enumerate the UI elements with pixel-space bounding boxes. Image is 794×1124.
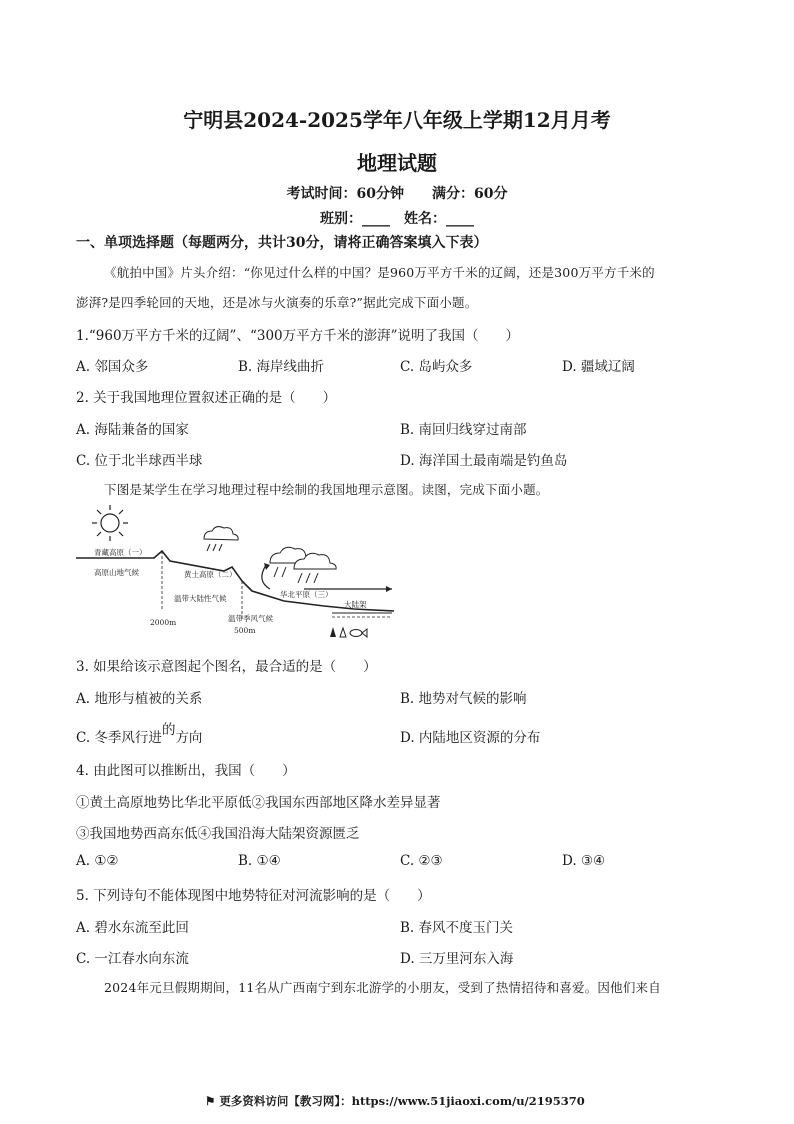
- label-north-china-plain: 华北平原（三）: [280, 590, 333, 599]
- q5-option-c: C. 一江春水向东流: [76, 951, 189, 967]
- q3-stem: 3. 如果给该示意图起个图名，最合适的是（ ）: [76, 659, 377, 675]
- class-name-line: 班别：____ 姓名：____: [320, 211, 474, 227]
- q3-option-a: A. 地形与植被的关系: [76, 691, 203, 707]
- q5-option-d: D. 三万里河东入海: [400, 951, 514, 967]
- label-continental-shelf: 大陆架: [344, 600, 367, 609]
- q5-option-a: A. 碧水东流至此回: [76, 920, 189, 936]
- label-2000m: 2000m: [150, 618, 177, 627]
- q1-option-a: A. 邻国众多: [76, 359, 149, 375]
- q4-line-1: ①黄土高原地势比华北平原低②我国东西部地区降水差异显著: [76, 795, 441, 811]
- figure-intro: 下图是某学生在学习地理过程中绘制的我国地理示意图。读图，完成下面小题。: [104, 482, 549, 497]
- q3-option-c-pre: C. 冬季风行进: [76, 730, 162, 746]
- q5-stem: 5. 下列诗句不能体现图中地势特征对河流影响的是（ ）: [76, 888, 431, 904]
- label-500m: 500m: [234, 626, 256, 635]
- exam-title: 宁明县2024-2025学年八年级上学期12月月考: [183, 108, 611, 132]
- bell-icon: [340, 628, 346, 637]
- q3-option-c-post: 方向: [175, 730, 203, 746]
- fish-icon: [350, 629, 367, 637]
- q4-option-b: B. ①④: [238, 853, 281, 869]
- q2-option-a: A. 海陆兼备的国家: [76, 422, 189, 438]
- q1-option-b: B. 海岸线曲折: [238, 359, 325, 375]
- label-monsoon-climate: 温带季风气候: [228, 614, 273, 623]
- q3-option-c-sup: 的: [161, 722, 176, 738]
- q2-option-d: D. 海洋国土最南端是钓鱼岛: [400, 453, 568, 469]
- q4-option-c: C. ②③: [400, 853, 443, 869]
- label-plateau-climate: 高原山地气候: [94, 568, 139, 577]
- q1-stem: 1.“960万平方千米的辽阔”、“300万平方千米的澎湃”说明了我国（ ）: [76, 328, 520, 344]
- q4-line-2: ③我国地势西高东低④我国沿海大陆架资源匮乏: [76, 826, 360, 842]
- q2-option-c: C. 位于北半球西半球: [76, 453, 203, 469]
- q5-option-b: B. 春风不度玉门关: [400, 920, 514, 936]
- q3-option-c: [76, 722, 203, 746]
- last-paragraph: 2024年元旦假期期间，11名从广西南宁到东北游学的小朋友，受到了热情招待和喜爱。因他们来自: [104, 980, 661, 995]
- q2-stem: 2. 关于我国地理位置叙述正确的是（ ）: [76, 390, 337, 406]
- rain-cloud-icon: [270, 547, 336, 583]
- q4-option-d: D. ③④: [562, 853, 606, 869]
- diagram-svg: [74, 503, 404, 645]
- q1-option-c: C. 岛屿众多: [400, 359, 473, 375]
- label-continental-climate: 温带大陆性气候: [174, 594, 227, 603]
- intro-line-2: 澎湃?是四季轮回的天地，还是冰与火演奏的乐章?”据此完成下面小题。: [76, 295, 478, 310]
- q2-option-b: B. 南回归线穿过南部: [400, 422, 527, 438]
- exam-subtitle: 地理试题: [357, 151, 437, 175]
- label-qinghai-tibet: 青藏高原（一）: [94, 548, 147, 557]
- footer-link[interactable]: [205, 1093, 585, 1109]
- q3-option-b: B. 地势对气候的影响: [400, 691, 527, 707]
- section-heading: 一、单项选择题（每题两分，共计30分，请将正确答案填入下表）: [76, 235, 488, 251]
- cloud-icon: [204, 527, 238, 551]
- q4-stem: 4. 由此图可以推断出，我国（ ）: [76, 763, 296, 779]
- label-loess-plateau: 黄土高原（二）: [184, 570, 237, 579]
- flag-icon: ⚑: [205, 1094, 220, 1108]
- oil-rig-icon: [330, 627, 336, 637]
- q4-option-a: A. ①②: [76, 853, 119, 869]
- intro-line-1: 《航拍中国》片头介绍：“你见过什么样的中国？是960万平方千米的辽阔，还是300万平方千米的: [104, 265, 655, 280]
- sun-icon: [92, 505, 128, 541]
- terrain-climate-diagram: [74, 503, 404, 645]
- q1-option-d: D. 疆域辽阔: [562, 359, 635, 375]
- exam-info: 考试时间：60分钟 满分：60分: [286, 186, 508, 202]
- footer-text: 更多资料访问【教习网】：https://www.51jiaoxi.com/u/2195370: [219, 1094, 585, 1108]
- q3-option-d: D. 内陆地区资源的分布: [400, 730, 541, 746]
